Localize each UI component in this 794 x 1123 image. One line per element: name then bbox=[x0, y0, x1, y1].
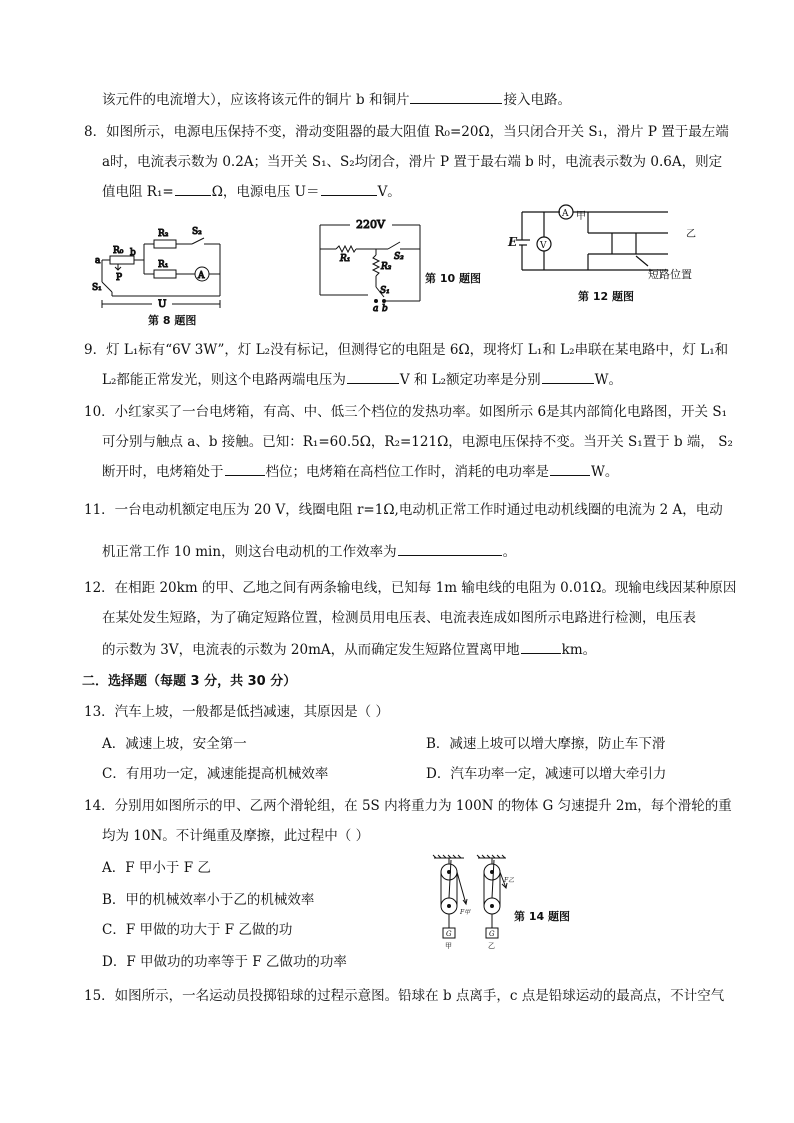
q10-power-blank[interactable] bbox=[550, 462, 590, 476]
q10-line1: 10．小红家买了一台电烤箱，有高、中、低三个档位的发热功率。如图所示 6是其内部简化电路图，开关 S₁ bbox=[84, 404, 728, 420]
fig8-caption: 第 8 题图 bbox=[148, 314, 197, 327]
fig10-label-r1: R₁ bbox=[340, 254, 351, 264]
fig8-label-s1: S₁ bbox=[92, 283, 102, 293]
q10-power-label: 档位；电烤箱在高档位工作时，消耗的电功率是 bbox=[265, 464, 549, 480]
fig8-label-p: P bbox=[116, 273, 123, 283]
fig14-label-g2: G bbox=[489, 930, 495, 938]
q8-u-label: Ω，电源电压 U＝ bbox=[211, 184, 320, 200]
fig12-ammeter-a: A bbox=[562, 209, 569, 219]
q13-option-d[interactable]: D．汽车功率一定，减速可以增大牵引力 bbox=[426, 766, 667, 782]
fig14-label-fjia: F甲 bbox=[460, 909, 471, 916]
q9-unit: W。 bbox=[594, 372, 622, 388]
fig12-label-short: 短路位置 bbox=[648, 268, 692, 281]
q8-line3 bbox=[102, 182, 401, 202]
fig12-label-yi: 乙 bbox=[686, 229, 696, 240]
fig12-label-jia: 甲 bbox=[576, 211, 586, 222]
q8-line2: a时，电流表示数为 0.2A；当开关 S₁、S₂均闭合，滑片 P 置于最右端 b 时，电流表示数为 0.6A，则定 bbox=[102, 154, 723, 170]
fig12-circuit-diagram bbox=[508, 204, 718, 294]
fig8-label-a: a bbox=[95, 256, 101, 266]
q10-line2: 可分别与触点 a、b 接触。已知：R₁=60.5Ω，R₂=121Ω，电源电压保持不变。当开关 S₁置于 b 端， S₂ bbox=[102, 434, 733, 450]
q10-line3 bbox=[102, 462, 618, 482]
q12-distance-blank[interactable] bbox=[521, 640, 561, 654]
q15-line1: 15．如图所示，一名运动员投掷铅球的过程示意图。铅球在 b 点离手，c 点是铅球运动的最高点，不计空气 bbox=[84, 988, 725, 1004]
q7-tail-line bbox=[102, 90, 571, 110]
q9-voltage-blank[interactable] bbox=[347, 370, 399, 384]
fig14-caption: 第 14 题图 bbox=[514, 910, 570, 923]
fig8-label-r1: R₁ bbox=[158, 260, 169, 270]
fig10-label-s1: S₁ bbox=[380, 286, 390, 296]
q10-unit: W。 bbox=[591, 464, 619, 480]
q8-u-blank[interactable] bbox=[321, 182, 377, 196]
fig10-label-b: b bbox=[382, 304, 388, 314]
q8-r1-label: 值电阻 R₁= bbox=[102, 184, 174, 200]
fig12-voltmeter-v: V bbox=[540, 241, 547, 251]
fig14-label-jia: 甲 bbox=[445, 942, 452, 950]
fig12-caption: 第 12 题图 bbox=[578, 290, 634, 303]
q13-option-c[interactable]: C．有用功一定，减速能提高机械效率 bbox=[102, 766, 329, 782]
section2-title: 二．选择题（每题 3 分，共 30 分） bbox=[82, 674, 297, 689]
fig10-label-a: a bbox=[373, 304, 379, 314]
q11-efficiency-blank[interactable] bbox=[398, 542, 502, 556]
fig14-label-fyi: F乙 bbox=[504, 877, 515, 884]
fig12-label-e: E bbox=[508, 235, 518, 249]
q14-line2: 均为 10N。不计绳重及摩擦，此过程中（ ） bbox=[102, 828, 370, 844]
fig8-label-r2: R₂ bbox=[158, 229, 169, 239]
fig14-label-yi: 乙 bbox=[488, 942, 495, 950]
q7-answer-blank[interactable] bbox=[410, 90, 502, 104]
q14-option-b[interactable]: B．甲的机械效率小于乙的机械效率 bbox=[102, 892, 315, 908]
q8-line1: 8．如图所示，电源电压保持不变，滑动变阻器的最大阻值 R₀=20Ω，当只闭合开关 S₁，滑片 P 置于最左端 bbox=[84, 124, 729, 140]
q8-unit: V。 bbox=[377, 184, 401, 200]
fig8-circuit-diagram bbox=[92, 222, 242, 312]
q12-line1: 12．在相距 20km 的甲、乙地之间有两条输电线，已知每 1m 输电线的电阻为 0.01Ω。现输电线因某种原因 bbox=[84, 580, 737, 596]
fig8-label-u: U bbox=[158, 299, 167, 310]
q13-option-b[interactable]: B．减速上坡可以增大摩擦，防止车下滑 bbox=[426, 736, 666, 752]
fig10-circuit-diagram bbox=[318, 215, 433, 315]
fig10-voltage-label: 220V bbox=[356, 218, 385, 231]
q14-option-a[interactable]: A．F 甲小于 F 乙 bbox=[102, 860, 211, 876]
fig14-label-g1: G bbox=[446, 930, 452, 938]
q9-line1: 9．灯 L₁标有“6V 3W”，灯 L₂没有标记，但测得它的电阻是 6Ω，现将灯 L₁和 L₂串联在某电路中，灯 L₁和 bbox=[84, 342, 729, 358]
fig10-label-r2: R₂ bbox=[381, 262, 392, 272]
q8-r1-blank[interactable] bbox=[175, 182, 211, 196]
q9-power-label: V 和 L₂额定功率是分别 bbox=[399, 372, 541, 388]
q7-tail-end: 接入电路。 bbox=[503, 92, 571, 108]
fig8-label-b: b bbox=[130, 248, 136, 258]
fig10-caption: 第 10 题图 bbox=[425, 272, 481, 285]
q9-power-blank[interactable] bbox=[542, 370, 594, 384]
q11-line1: 11．一台电动机额定电压为 20 V，线圈电阻 r=1Ω,电动机正常工作时通过电动机线圈的电流为 2 A，电动 bbox=[84, 502, 723, 518]
q13-option-a[interactable]: A．减速上坡，安全第一 bbox=[102, 736, 247, 752]
fig8-label-s2: S₂ bbox=[192, 227, 202, 237]
q11-efficiency-label: 机正常工作 10 min，则这台电动机的工作效率为 bbox=[102, 544, 397, 560]
q7-tail-text: 该元件的电流增大），应该将该元件的铜片 b 和铜片 bbox=[102, 92, 410, 108]
fig10-label-s2: S₂ bbox=[394, 252, 404, 262]
q14-option-d[interactable]: D．F 甲做功的功率等于 F 乙做功的功率 bbox=[102, 954, 347, 970]
fig14-pulley-diagram bbox=[430, 854, 515, 950]
q10-level-label: 断开时，电烤箱处于 bbox=[102, 464, 224, 480]
q12-unit: km。 bbox=[561, 642, 597, 658]
q10-level-blank[interactable] bbox=[225, 462, 265, 476]
fig8-ammeter-a: A bbox=[198, 271, 205, 281]
q14-option-c[interactable]: C．F 甲做的功大于 F 乙做的功 bbox=[102, 922, 293, 938]
q9-line2 bbox=[102, 370, 622, 390]
q11-end: 。 bbox=[502, 544, 517, 560]
q11-line2 bbox=[102, 542, 516, 562]
q12-line3 bbox=[102, 640, 596, 660]
q12-distance-label: 的示数为 3V，电流表的示数为 20mA，从而确定发生短路位置离甲地 bbox=[102, 642, 520, 658]
q9-voltage-label: L₂都能正常发光，则这个电路两端电压为 bbox=[102, 372, 346, 388]
q12-line2: 在某处发生短路，为了确定短路位置，检测员用电压表、电流表连成如图所示电路进行检测，电压表 bbox=[102, 610, 696, 626]
fig8-label-r0: R₀ bbox=[113, 246, 124, 256]
q13-stem: 13．汽车上坡，一般都是低挡减速，其原因是（ ） bbox=[84, 704, 389, 720]
q14-line1: 14．分别用如图所示的甲、乙两个滑轮组，在 5S 内将重力为 100N 的物体 G 匀速提升 2m，每个滑轮的重 bbox=[84, 798, 732, 814]
